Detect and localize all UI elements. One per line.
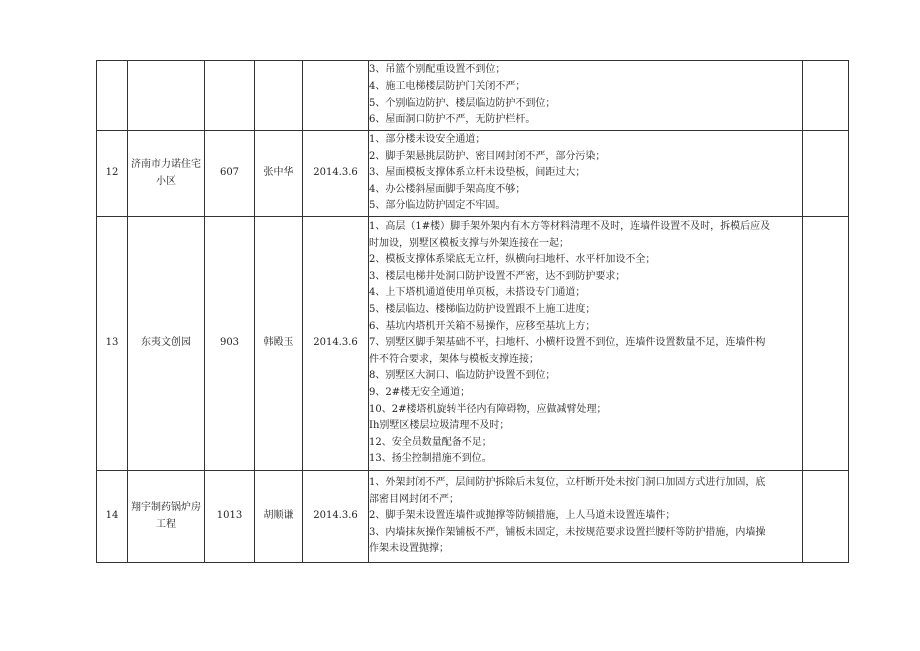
- issue-line: Ih别墅区楼层垃圾清理不及时；: [369, 420, 510, 432]
- issues-cell: [369, 61, 803, 131]
- project-size: 607: [205, 131, 255, 217]
- inspection-table: [96, 60, 849, 563]
- project-name: 东夷文创园: [128, 217, 205, 471]
- issue-line: 12、安全员数量配备不足；: [369, 436, 492, 448]
- issue-line: 9、2#楼无安全通道；: [369, 386, 471, 398]
- project-size: 1013: [205, 471, 255, 563]
- issue-line: 8、别墅区大洞口、临边防护设置不到位；: [369, 370, 556, 382]
- row-number: 13: [97, 217, 128, 471]
- table-row: [97, 217, 849, 471]
- project-name: 翔宇制药锅炉房工程: [128, 471, 205, 563]
- issue-line: 5、个别临边防护、楼层临边防护不到位；: [369, 97, 556, 109]
- issue-line: 4、施工电梯楼层防护门关闭不严；: [369, 80, 526, 92]
- issue-line: 件不符合要求，架体与模板支撑连接；: [369, 353, 539, 365]
- inspection-date: [303, 61, 369, 131]
- inspector-name: 张中华: [255, 131, 303, 217]
- issue-line: 时加设，别墅区模板支撑与外架连接在一起；: [369, 237, 569, 249]
- issue-line: 4、办公楼斜屋面脚手架高度不够；: [369, 183, 526, 195]
- issue-line: 2、模板支撑体系梁底无立杆，纵横向扫地杆、水平杆加设不全；: [369, 254, 656, 266]
- row-number: [97, 61, 128, 131]
- project-name: [128, 61, 205, 131]
- table-row: [97, 61, 849, 131]
- issue-line: 3、吊篮个别配重设置不到位；: [369, 64, 506, 76]
- inspection-date: 2014.3.6: [303, 217, 369, 471]
- issue-line: 3、内墙抹灰操作架铺板不严，铺板未固定，未按规范要求设置拦腰杆等防护措施，内墙操: [369, 526, 766, 538]
- issue-line: 3、屋面模板支撑体系立杆未设垫板，间距过大；: [369, 167, 586, 179]
- issue-line: 5、部分临边防护固定不牢固。: [369, 200, 506, 212]
- issues-cell: [369, 471, 803, 563]
- project-size: 903: [205, 217, 255, 471]
- inspector-name: 胡顺谦: [255, 471, 303, 563]
- issue-line: 3、楼层电梯井处洞口防护设置不严密，达不到防护要求；: [369, 270, 626, 282]
- project-name: 济南市力诺住宅小区: [128, 131, 205, 217]
- project-size: [205, 61, 255, 131]
- table-row: [97, 131, 849, 217]
- issue-line: 2、脚手架未设置连墙件或抛撑等防倾措施，上人马道未设置连墙件；: [369, 510, 676, 522]
- issue-line: 6、基坑内塔机开关箱不易操作，应移至基坑上方；: [369, 320, 596, 332]
- issue-line: 作架未设置抛撑；: [369, 543, 449, 555]
- issue-line: 4、上下塔机通道使用单页板，未搭设专门通道；: [369, 287, 586, 299]
- table-row: [97, 471, 849, 563]
- issue-line: 13、扬尘控制措施不到位。: [369, 453, 492, 465]
- issue-line: 1、高层（1#楼）脚手架外架内有木方等材料清理不及时，连墙件设置不及时，拆模后应及: [369, 221, 771, 233]
- remark-cell: [803, 471, 849, 563]
- issue-line: 7、别墅区脚手架基础不平，扫地杆、小横杆设置不到位，连墙件设置数量不足，连墙件构: [369, 337, 766, 349]
- issue-line: 1、部分楼未设安全通道；: [369, 134, 486, 146]
- issue-line: 2、脚手架悬挑层防护、密目网封闭不严，部分污染；: [369, 150, 606, 162]
- issue-line: 1、外架封闭不严，层间防护拆除后未复位，立杆断开处未按门洞口加固方式进行加固，底: [369, 477, 766, 489]
- row-number: 14: [97, 471, 128, 563]
- remark-cell: [803, 217, 849, 471]
- inspection-date: 2014.3.6: [303, 471, 369, 563]
- inspection-date: 2014.3.6: [303, 131, 369, 217]
- row-number: 12: [97, 131, 128, 217]
- remark-cell: [803, 61, 849, 131]
- issue-line: 部密目网封闭不严；: [369, 493, 459, 505]
- issue-line: 10、2#楼塔机旋转半径内有障碍物，应做减臂处理；: [369, 403, 607, 415]
- remark-cell: [803, 131, 849, 217]
- issues-cell: [369, 217, 803, 471]
- inspector-name: [255, 61, 303, 131]
- issue-line: 5、楼层临边、楼梯临边防护设置跟不上施工进度；: [369, 304, 596, 316]
- issue-line: 6、屋面洞口防护不严，无防护栏杆。: [369, 114, 536, 126]
- issues-cell: [369, 131, 803, 217]
- inspector-name: 韩殿玉: [255, 217, 303, 471]
